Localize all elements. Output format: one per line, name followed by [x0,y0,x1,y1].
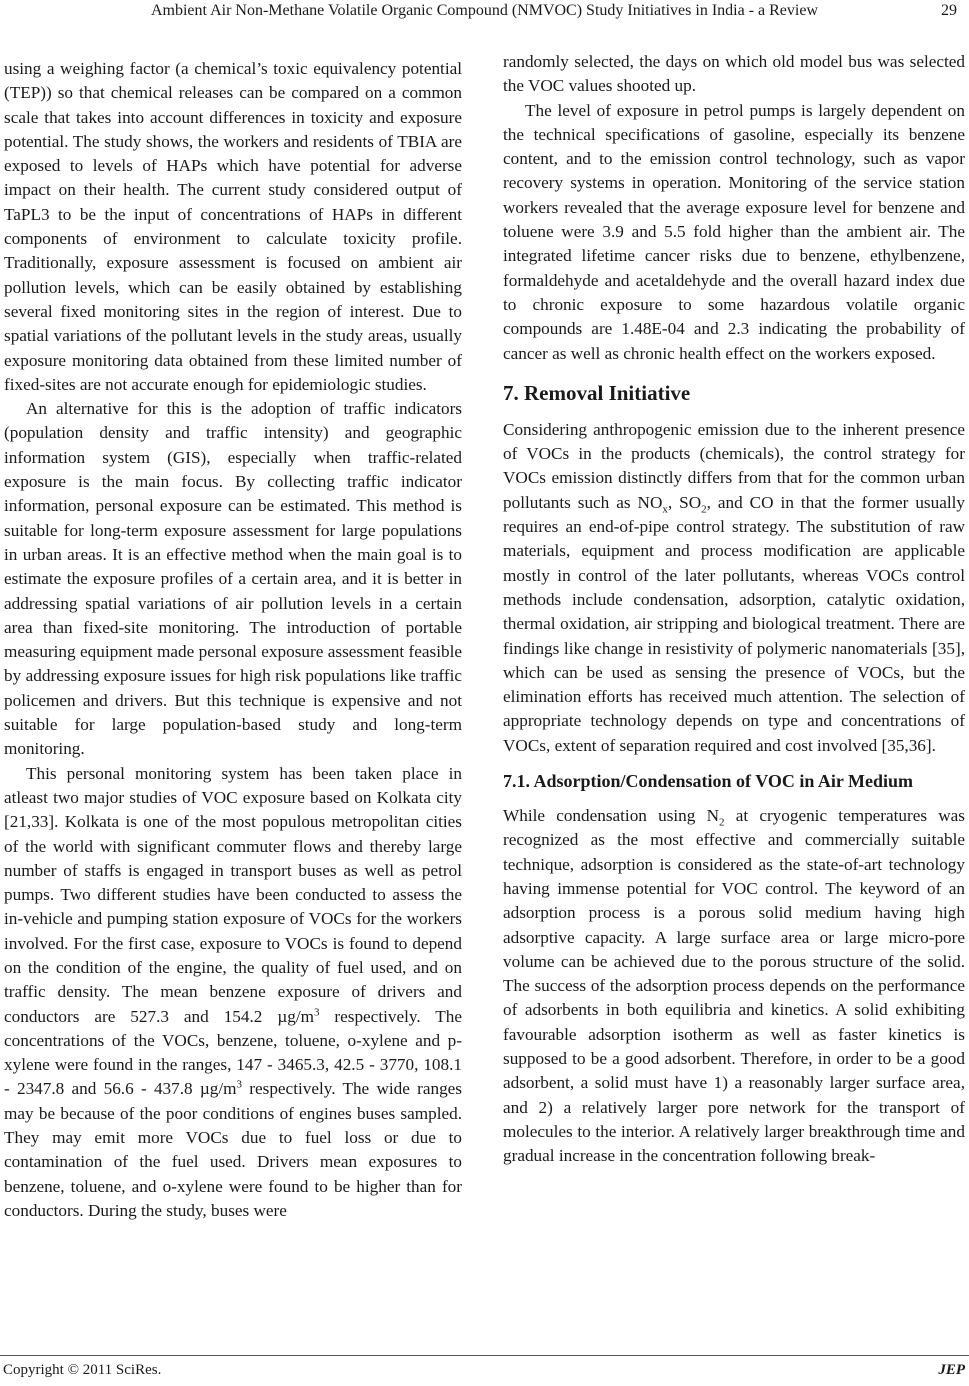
footer-divider [0,1355,969,1356]
right-column [503,50,965,1168]
subscript-2: 2 [701,503,707,516]
left-paragraph-3 [4,762,462,1224]
running-header-title: Ambient Air Non-Methane Volatile Organic Compound (NMVOC) Study Initiatives in India - a Review [150,2,818,19]
footer-journal: JEP [938,1362,965,1378]
left-paragraph-3-part-c: respectively. The wide ranges may be because of the poor conditions of engines buses sampled. They may emit more VOCs due to fuel loss or due to contamination of the fuel used. Drivers mean exposures to benzene, toluene, and o-xylene were found to be higher than for conductors. During the study, buses were [4,1079,462,1220]
subsection-heading: 7.1. Adsorption/Condensation of VOC in Air Medium [503,771,914,792]
subscript-x: x [662,503,668,516]
section-heading: 7. Removal Initiative [503,380,691,405]
superscript-cubic-2: 3 [236,1078,243,1091]
page-number: 29 [941,2,957,19]
right-paragraph-3-part-b: , SO [667,492,702,512]
right-paragraph-2: The level of exposure in petrol pumps is largely dependent on the technical specifications of gasoline, especially its benzene content, and to the emission control technology, such as vapor recovery systems in operation. Monitoring of the service station workers revealed that the average exposure level for benzene and toluene were 3.9 and 5.5 fold higher than the ambient air. The integrated lifetime cancer risks due to benzene, ethylbenzene, formaldehyde and acetaldehyde and the overall hazard index due to chronic exposure to some hazardous volatile organic compounds are 1.48E-04 and 2.3 indicating the probability of cancer as well as chronic health effect on the workers exposed. [503,100,965,363]
running-header [0,2,969,26]
left-paragraph-1: using a weighing factor (a chemical’s toxic equivalency potential (TEP)) so that chemical releases can be compared on a common scale that takes into account differences in toxicity and exposure potential. The study shows, the workers and residents of TBIA are exposed to levels of HAPs which have potential for adverse impact on their health. The current study considered output of TaPL3 to be the input of concentrations of HAPs in different components of environment to calculate toxicity profile. Traditionally, exposure assessment is focused on ambient air pollution levels, which can be easily obtained by establishing several fixed monitoring sites in the region of interest. Due to spatial variations of the pollutant levels in the study areas, usually exposure monitoring data obtained from these limited number of fixed-sites are not accurate enough for epidemiologic studies. [4,59,462,394]
left-paragraph-3-part-b: respectively. The concentrations of the VOCs, benzene, toluene, o-xylene and p-xylene were found in the ranges, 147 - 3465.3, 42.5 - 3770, 108.1 - 2347.8 and 56.6 - 437.8 µg/m [4,1006,462,1099]
right-paragraph-4-part-b: at cryogenic temperatures was recognized as the most effective and commercially suitable technique, adsorption is considered as the state-of-art technology having immense potential for VOC control. The keyword of an adsorption process is a porous solid medium having high adsorptive capacity. A large surface area or large micro-pore volume can be achieved due to the porous structure of the solid. The success of the adsorption process depends on the performance of adsorbents in both equilibria and kinetics. A solid exhibiting favourable adsorption isotherm as well as faster kinetics is supposed to be a good adsorbent. Therefore, in order to be a good adsorbent, a solid must have 1) a reasonably larger surface area, and 2) a relatively larger pore network for the transport of molecules to the interior. A relatively larger breakthrough time and gradual increase in the concentration following break- [503,806,965,1166]
left-column [4,57,462,1223]
footer-copyright: Copyright © 2011 SciRes. [3,1362,162,1378]
subscript-n2: 2 [718,816,725,829]
right-paragraph-3-part-a: Considering anthropogenic emission due to the inherent presence of VOCs in the products (chemicals), the control strategy for VOCs emission distinctly differs from that for the common urban pollutants such as NO [503,419,965,512]
right-paragraph-3-part-c: , and CO in that the former usually requires an end-of-pipe control strategy. The substitution of raw materials, equipment and process modification are applicable mostly in control of the later pollutants, whereas VOCs control methods include condensation, adsorption, catalytic oxidation, thermal oxidation, air stripping and biological treatment. There are findings like change in resistivity of polymeric nanomaterials [35], which can be used as sensing the presence of VOCs, but the elimination efforts has received much attention. The selection of appropriate technology depends on type and concentrations of VOCs, extent of separation required and cost involved [35,36]. [503,492,965,755]
right-paragraph-4 [503,804,965,1168]
right-paragraph-1: randomly selected, the days on which old model bus was selected the VOC values shooted up. [503,52,965,96]
left-paragraph-2: An alternative for this is the adoption of traffic indicators (population density and traffic intensity) and geographic information system (GIS), especially when traffic-related exposure is the main focus. By collecting traffic indicator information, personal exposure can be estimated. This method is suitable for long-term exposure assessment for large populations in urban areas. It is an effective method when the main goal is to estimate the exposure profiles of a certain area, and it is better in addressing spatial variations of air pollution levels in a certain area than fixed-site monitoring. The introduction of portable measuring equipment made personal exposure assessment feasible by addressing exposure issues for high risk populations like traffic policemen and drivers. But this technique is expensive and not suitable for large population-based study and long-term monitoring. [4,399,462,759]
right-paragraph-4-part-a: While condensation using N [503,806,719,826]
left-paragraph-3-part-a: This personal monitoring system has been taken place in atleast two major studies of VOC exposure based on Kolkata city [21,33]. Kolkata is one of the most populous metropolitan cities of the world with significant commuter flows and thereby large number of staffs is engaged in transport buses as well as petrol pumps. Two different studies have been conducted to assess the in-vehicle and pumping station exposure of VOCs for the workers involved. For the first case, exposure to VOCs is found to depend on the condition of the engine, the quality of fuel used, and on traffic density. The mean benzene exposure of drivers and conductors are 527.3 and 154.2 µg/m [4,763,462,1026]
superscript-cubic: 3 [313,1005,320,1018]
right-paragraph-3 [503,418,965,758]
